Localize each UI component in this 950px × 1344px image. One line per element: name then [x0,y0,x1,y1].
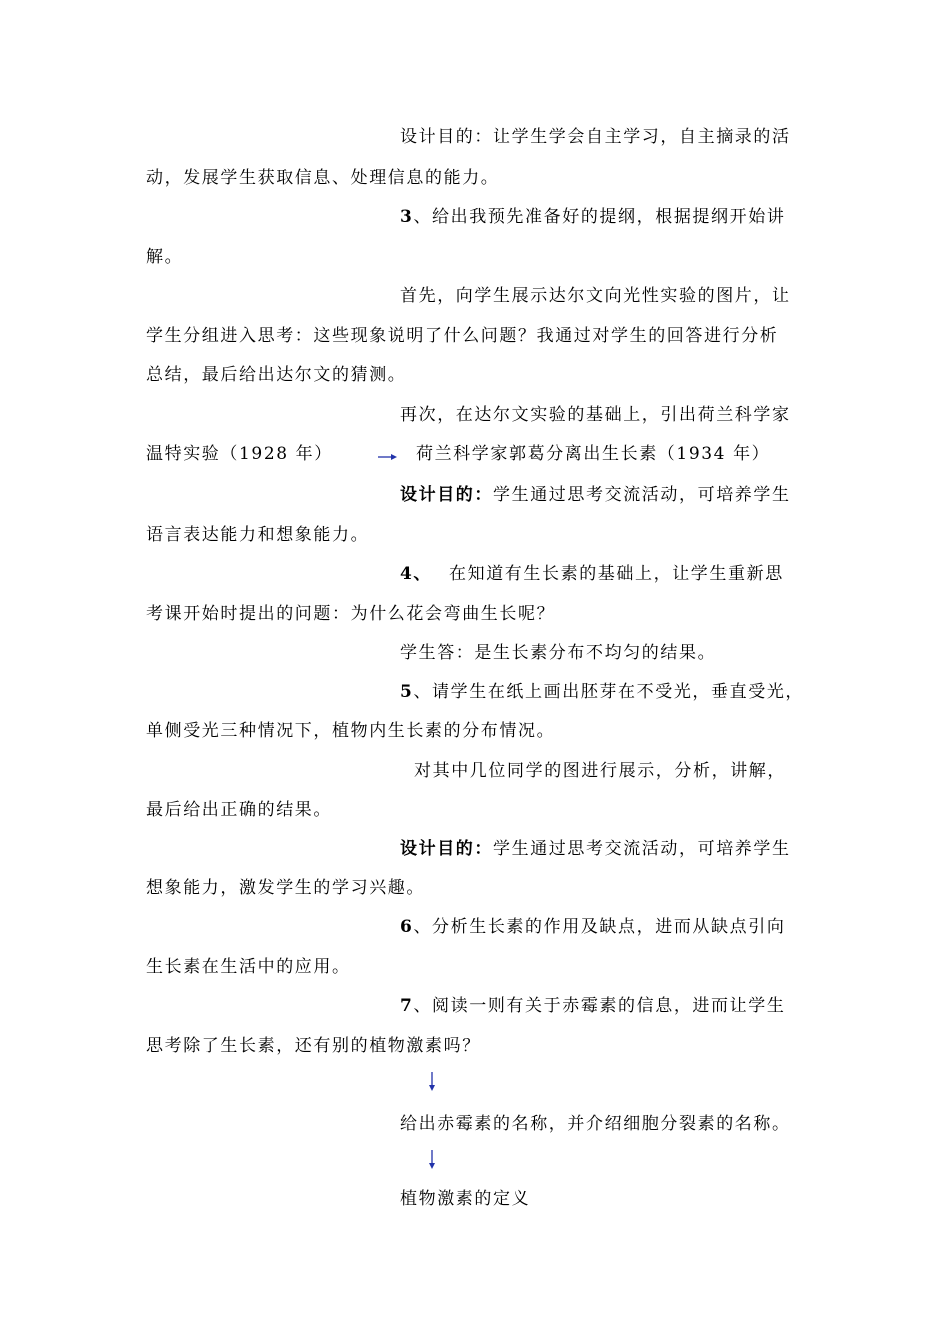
design-purpose-3 [400,838,791,860]
text-line: 植物激素的定义 [400,1189,531,1209]
design-purpose-2 [400,484,791,506]
text-line: 再次，在达尔文实验的基础上，引出荷兰科学家 [400,405,791,425]
text-line: 温特实验（1928 年） [146,444,333,464]
step-5 [400,681,804,703]
text-line: 语言表达能力和想象能力。 [146,525,370,545]
arrow-down-icon [427,1150,437,1170]
design-purpose-label: 设计目的： [400,485,493,505]
text-line: 学生答：是生长素分布不均匀的结果。 [400,643,717,663]
step-3 [400,206,785,228]
text-line: 在知道有生长素的基础上，让学生重新思 [449,564,784,584]
text-line: 、分析生长素的作用及缺点，进而从缺点引向 [413,917,786,937]
text-line: 生长素在生活中的应用。 [146,957,351,977]
step-number: 7 [400,996,414,1016]
step-6 [400,916,785,938]
text-line: 动，发展学生获取信息、处理信息的能力。 [146,168,500,188]
text-line: 学生通过思考交流活动，可培养学生 [493,839,791,859]
step-4 [400,563,784,585]
text-line: 单侧受光三种情况下，植物内生长素的分布情况。 [146,721,556,741]
design-purpose-label: 设计目的： [400,839,493,859]
text-line: 给出赤霉素的名称，并介绍细胞分裂素的名称。 [400,1114,791,1134]
step-number: 6 [400,917,414,937]
text-line: 让学生学会自主学习，自主摘录的活 [493,127,791,147]
text-line: 最后给出正确的结果。 [146,800,332,820]
text-line: 荷兰科学家郭葛分离出生长素（1934 年） [416,444,771,464]
text-line: 、给出我预先准备好的提纲，根据提纲开始讲 [413,207,786,227]
step-number: 5 [400,682,414,702]
text-line: 学生分组进入思考：这些现象说明了什么问题？我通过对学生的回答进行分析 [146,326,779,346]
arrow-down-icon [427,1072,437,1092]
text-line: 思考除了生长素，还有别的植物激素吗？ [146,1036,481,1056]
text-line: 对其中几位同学的图进行展示，分析，讲解， [414,761,786,781]
design-purpose-1 [400,126,791,148]
text-line: 总结，最后给出达尔文的猜测。 [146,365,407,385]
text-line: 解。 [146,247,184,267]
text-line: 、阅读一则有关于赤霉素的信息，进而让学生 [413,996,786,1016]
text-line: 考课开始时提出的问题：为什么花会弯曲生长呢？ [146,604,556,624]
text-line: 想象能力，激发学生的学习兴趣。 [146,878,425,898]
text-line: 、请学生在纸上画出胚芽在不受光，垂直受光， [413,682,805,702]
step-number: 3 [400,207,414,227]
step-number: 4、 [400,564,433,584]
step-7 [400,995,785,1017]
text-line: 学生通过思考交流活动，可培养学生 [493,485,791,505]
text-line: 首先，向学生展示达尔文向光性实验的图片，让 [400,286,791,306]
design-purpose-label: 设计目的： [400,127,493,147]
arrow-right-icon [378,452,398,462]
